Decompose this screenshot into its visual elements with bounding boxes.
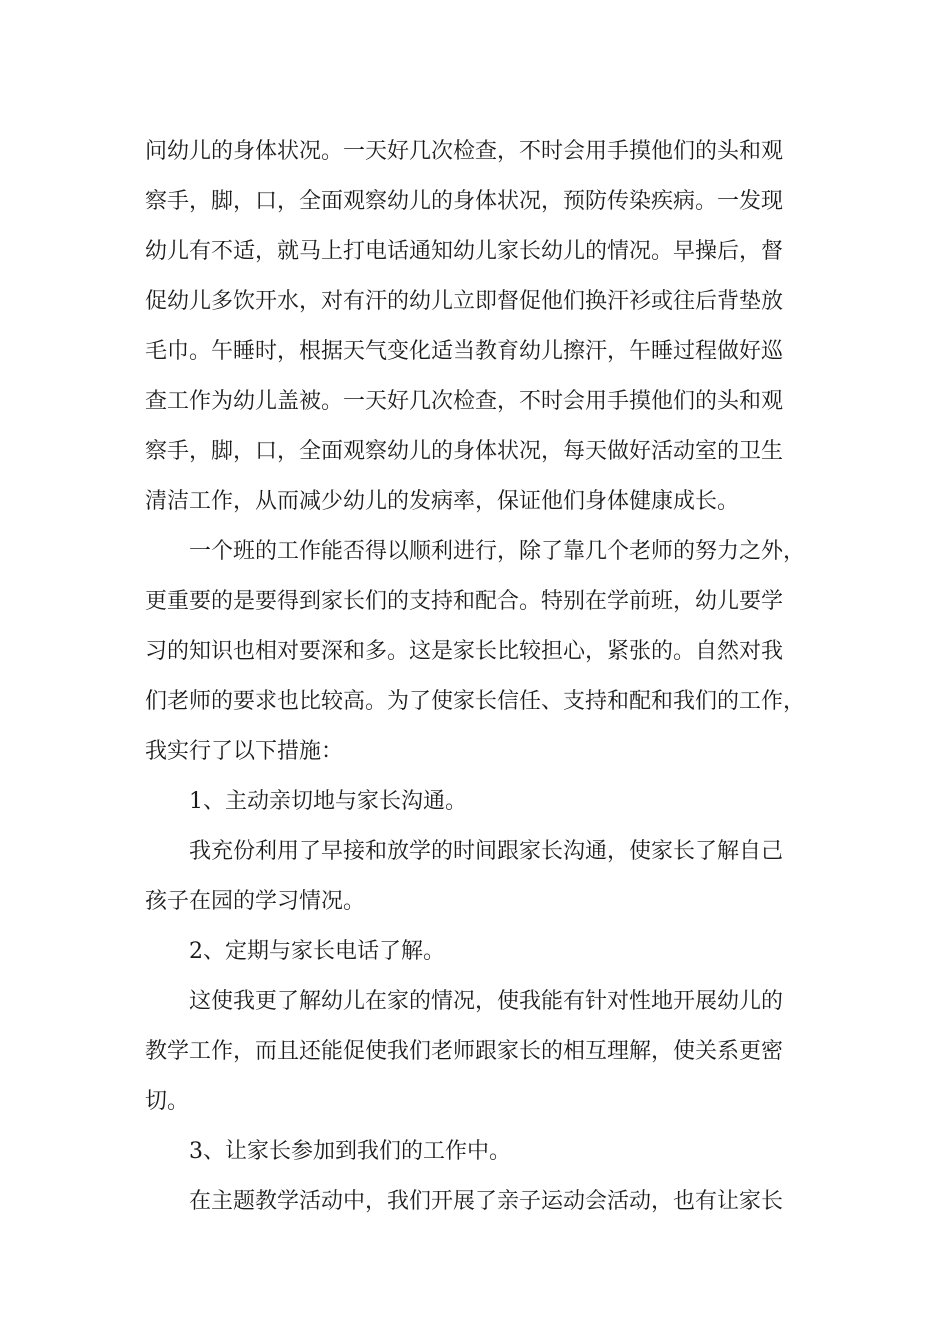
- text-line: 毛巾。午睡时，根据天气变化适当教育幼儿擦汗，午睡过程做好巡: [145, 339, 784, 364]
- text-line: 们老师的要求也比较高。为了使家长信任、支持和配和我们的工作，: [145, 689, 806, 714]
- text-line: 我实行了以下措施：: [145, 739, 344, 764]
- list-item-heading: 3、让家长参加到我们的工作中。: [189, 1139, 511, 1164]
- paragraph-start-line: 一个班的工作能否得以顺利进行，除了靠几个老师的努力之外，: [189, 539, 806, 564]
- text-line: 习的知识也相对要深和多。这是家长比较担心，紧张的。自然对我: [145, 639, 784, 664]
- paragraph-start-line: 我充份利用了早接和放学的时间跟家长沟通，使家长了解自己: [189, 839, 784, 864]
- text-line: 孩子在园的学习情况。: [145, 889, 366, 914]
- text-line: 问幼儿的身体状况。一天好几次检查，不时会用手摸他们的头和观: [145, 139, 784, 164]
- text-line: 清洁工作，从而减少幼儿的发病率，保证他们身体健康成长。: [145, 489, 740, 514]
- paragraph-start-line: 在主题教学活动中，我们开展了亲子运动会活动，也有让家长: [189, 1189, 784, 1214]
- text-line: 促幼儿多饮开水，对有汗的幼儿立即督促他们换汗衫或往后背垫放: [145, 289, 784, 314]
- text-line: 幼儿有不适，就马上打电话通知幼儿家长幼儿的情况。早操后，督: [145, 239, 784, 264]
- list-item-heading: 1、主动亲切地与家长沟通。: [189, 789, 467, 814]
- text-line: 切。: [145, 1089, 190, 1114]
- text-line: 察手，脚，口，全面观察幼儿的身体状况，预防传染疾病。一发现: [145, 189, 784, 214]
- document-body: [145, 127, 810, 1227]
- text-line: 察手，脚，口，全面观察幼儿的身体状况，每天做好活动室的卫生: [145, 439, 784, 464]
- paragraph-start-line: 这使我更了解幼儿在家的情况，使我能有针对性地开展幼儿的: [189, 989, 784, 1014]
- list-item-heading: 2、定期与家长电话了解。: [189, 939, 445, 964]
- text-line: 教学工作，而且还能促使我们老师跟家长的相互理解，使关系更密: [145, 1039, 784, 1064]
- text-line: 更重要的是要得到家长们的支持和配合。特别在学前班，幼儿要学: [145, 589, 784, 614]
- text-line: 查工作为幼儿盖被。一天好几次检查，不时会用手摸他们的头和观: [145, 389, 784, 414]
